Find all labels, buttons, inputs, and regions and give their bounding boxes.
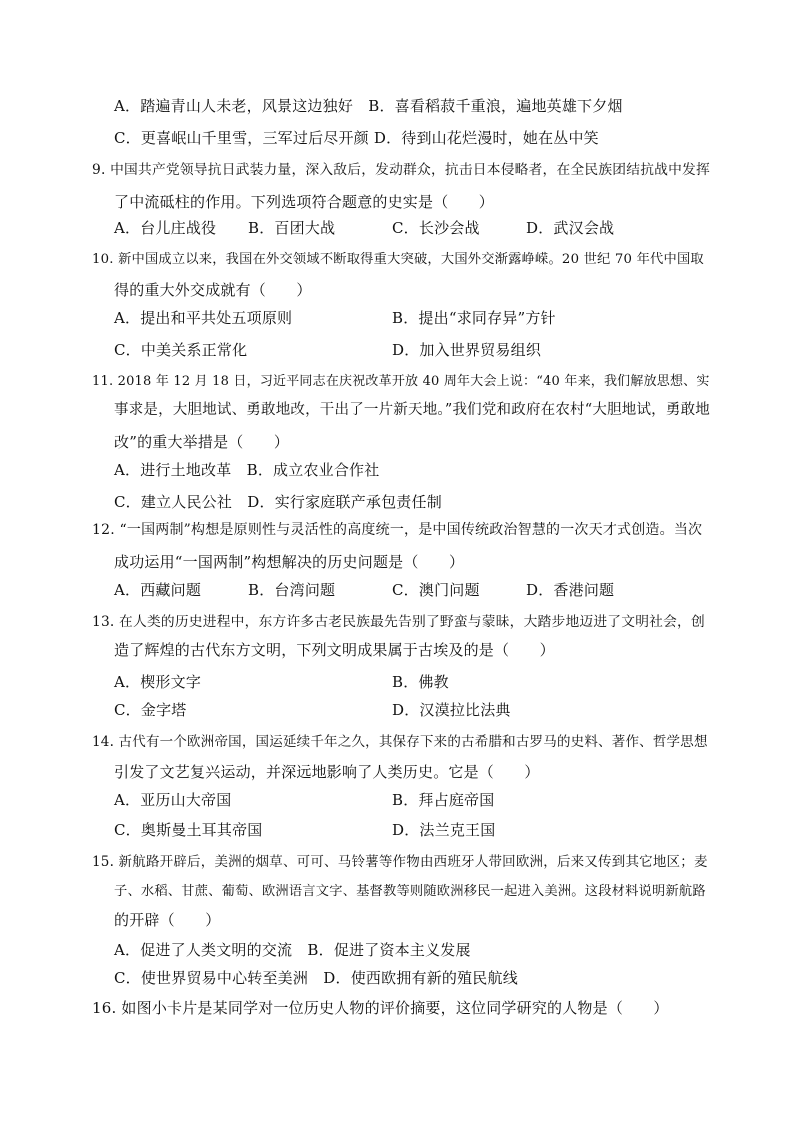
q14-option-a: A．亚历山大帝国 — [114, 791, 232, 809]
q15-stem-line2: 子、水稻、甘蔗、葡萄、欧洲语言文字、基督教等则随欧洲移民一起进入美洲。这段材料说明新航路 — [114, 884, 706, 899]
q16-stem-line1: 16. 如图小卡片是某同学对一位历史人物的评价摘要，这位同学研究的人物是（ ） — [92, 999, 669, 1017]
q10-option-c: C．中美关系正常化 — [114, 341, 248, 359]
q12-option-c: C．澳门问题 — [392, 581, 480, 599]
q12-option-b: B．台湾问题 — [248, 581, 336, 599]
q12-option-a: A．西藏问题 — [114, 581, 202, 599]
q15-stem-line3: 的开辟（ ） — [114, 911, 221, 929]
q8-options-cd: C．更喜岷山千里雪，三军过后尽开颜 D．待到山花烂漫时，她在丛中笑 — [114, 129, 599, 147]
q9-stem-line2: 了中流砥柱的作用。下列选项符合题意的史实是（ ） — [114, 193, 495, 211]
q9-option-d: D．武汉会战 — [526, 219, 615, 237]
q14-option-d: D．法兰克王国 — [392, 821, 496, 839]
q14-stem-line2: 引发了文艺复兴运动，并深远地影响了人类历史。它是（ ） — [114, 763, 540, 781]
q14-stem-line1: 14. 古代有一个欧洲帝国，国运延续千年之久，其保存下来的古希腊和古罗马的史料、著作、哲学思想 — [92, 734, 708, 750]
q9-stem-line1: 9. 中国共产党领导抗日武装力量，深入敌后，发动群众，抗击日本侵略者，在全民族团结抗战中发挥 — [92, 162, 710, 178]
q11-options-cd: C．建立人民公社 D．实行家庭联产承包责任制 — [114, 493, 442, 511]
q8-options-ab: A．踏遍青山人未老，风景这边独好 B．喜看稻菽千重浪，遍地英雄下夕烟 — [114, 97, 623, 115]
q12-option-d: D．香港问题 — [526, 581, 615, 599]
q15-options-ab: A．促进了人类文明的交流 B．促进了资本主义发展 — [114, 941, 471, 959]
q11-stem-line3: 改”的重大举措是（ ） — [114, 433, 290, 451]
q13-option-b: B．佛教 — [392, 673, 449, 691]
q11-stem-line2: 事求是，大胆地试、勇敢地改，干出了一片新天地。”我们党和政府在农村“大胆地试，勇敢地 — [114, 402, 710, 418]
q14-option-b: B．拜占庭帝国 — [392, 791, 495, 809]
q10-stem-line2: 得的重大外交成就有（ ） — [114, 281, 312, 299]
q9-option-a: A．台儿庄战役 — [114, 219, 217, 237]
q11-options-ab: A．进行土地改革 B．成立农业合作社 — [114, 461, 380, 479]
q10-stem-line1: 10. 新中国成立以来，我国在外交领域不断取得重大突破，大国外交渐露峥嵘。20 世纪 70 年代中国取 — [92, 252, 704, 267]
q15-stem-line1: 15. 新航路开辟后，美洲的烟草、可可、马铃薯等作物由西班牙人带回欧洲，后来又传到其它地区；麦 — [92, 854, 708, 870]
q10-option-a: A．提出和平共处五项原则 — [114, 309, 293, 327]
q9-option-b: B．百团大战 — [248, 219, 336, 237]
q13-option-c: C．金字塔 — [114, 701, 187, 719]
q10-option-d: D．加入世界贸易组织 — [392, 341, 542, 359]
q9-option-c: C．长沙会战 — [392, 219, 480, 237]
q14-option-c: C．奥斯曼土耳其帝国 — [114, 821, 263, 839]
q15-options-cd: C．使世界贸易中心转至美洲 D．使西欧拥有新的殖民航线 — [114, 969, 518, 987]
q12-stem-line2: 成功运用“一国两制”构想解决的历史问题是（ ） — [114, 553, 465, 571]
q13-option-d: D．汉漠拉比法典 — [392, 701, 511, 719]
q10-option-b: B．提出“求同存异”方针 — [392, 309, 556, 327]
q13-option-a: A．楔形文字 — [114, 673, 202, 691]
q13-stem-line1: 13. 在人类的历史进程中，东方许多古老民族最先告别了野蛮与蒙昧，大踏步地迈进了文明社会，创 — [92, 614, 705, 630]
q12-stem-line1: 12. “一国两制”构想是原则性与灵活性的高度统一，是中国传统政治智慧的一次天才式创造。当次 — [92, 522, 703, 538]
q13-stem-line2: 造了辉煌的古代东方文明，下列文明成果属于古埃及的是（ ） — [114, 641, 555, 659]
q11-stem-line1: 11. 2018 年 12 月 18 日，习近平同志在庆祝改革开放 40 周年大会上说：“40 年来，我们解放思想、实 — [92, 374, 710, 389]
